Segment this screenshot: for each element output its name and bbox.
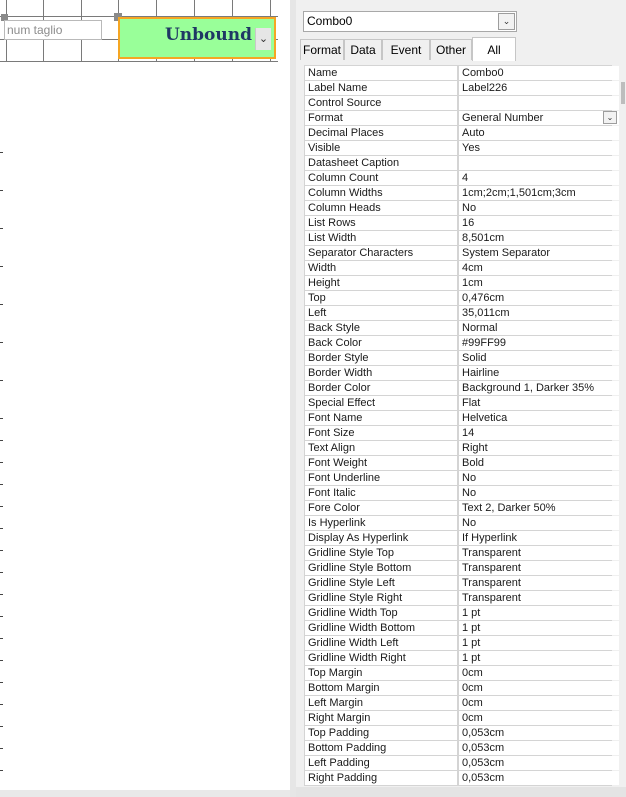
- property-value[interactable]: [459, 561, 619, 575]
- property-row[interactable]: [304, 756, 612, 770]
- property-value-text: Auto: [462, 127, 485, 139]
- horizontal-scrollbar[interactable]: [0, 790, 290, 797]
- property-value-text: 0,476cm: [462, 292, 505, 304]
- property-row[interactable]: [304, 231, 612, 245]
- property-row[interactable]: [304, 636, 612, 650]
- property-value-text: 4cm: [462, 262, 483, 274]
- property-name: Gridline Style Right: [305, 591, 457, 605]
- property-row[interactable]: [304, 246, 612, 260]
- property-name: Column Count: [305, 171, 457, 185]
- property-row[interactable]: [304, 396, 612, 410]
- property-value[interactable]: [459, 321, 619, 335]
- property-name: Right Padding: [305, 771, 457, 785]
- property-value[interactable]: [459, 606, 619, 620]
- form-design-surface[interactable]: [0, 0, 290, 797]
- property-name: Separator Characters: [305, 246, 457, 260]
- property-row[interactable]: [304, 546, 612, 560]
- property-value[interactable]: [459, 651, 619, 665]
- scrollbar-thumb[interactable]: [621, 82, 625, 104]
- property-value[interactable]: [459, 411, 619, 425]
- property-value-text: Transparent: [462, 592, 521, 604]
- property-value-text: 0,053cm: [462, 742, 505, 754]
- property-value[interactable]: [459, 756, 619, 770]
- property-name: Font Underline: [305, 471, 457, 485]
- property-value-text: 16: [462, 217, 475, 229]
- property-name: Top Padding: [305, 726, 457, 740]
- property-value[interactable]: [459, 351, 619, 365]
- property-value[interactable]: [459, 306, 619, 320]
- property-value[interactable]: [459, 381, 619, 395]
- property-value-text: Flat: [462, 397, 481, 409]
- property-name: List Width: [305, 231, 457, 245]
- property-name: Label Name: [305, 81, 457, 95]
- property-name: Right Margin: [305, 711, 457, 725]
- property-row[interactable]: [304, 576, 612, 590]
- property-value-text: General Number: [462, 112, 544, 124]
- property-value-text: Solid: [462, 352, 487, 364]
- property-row[interactable]: [304, 696, 612, 710]
- property-value[interactable]: [459, 261, 619, 275]
- property-row[interactable]: [304, 651, 612, 665]
- property-name: Top Margin: [305, 666, 457, 680]
- property-value-text: 1 pt: [462, 637, 481, 649]
- property-row[interactable]: [304, 261, 612, 275]
- property-value-text: Label226: [462, 82, 508, 94]
- property-value-text: Right: [462, 442, 488, 454]
- property-value[interactable]: [459, 621, 619, 635]
- tab-event[interactable]: Event: [382, 39, 430, 60]
- property-grid: [304, 65, 612, 786]
- property-name: Is Hyperlink: [305, 516, 457, 530]
- property-value[interactable]: [459, 396, 619, 410]
- property-name: Datasheet Caption: [305, 156, 457, 170]
- property-value[interactable]: [459, 336, 619, 350]
- property-value-text: Helvetica: [462, 412, 508, 424]
- property-row[interactable]: [304, 726, 612, 740]
- property-row[interactable]: [304, 561, 612, 575]
- property-value[interactable]: [459, 441, 619, 455]
- property-name: Font Italic: [305, 486, 457, 500]
- property-name: Left Margin: [305, 696, 457, 710]
- property-row[interactable]: [304, 471, 612, 485]
- property-value-text: No: [462, 517, 477, 529]
- property-value[interactable]: [459, 576, 619, 590]
- property-value[interactable]: [459, 156, 619, 170]
- property-value-text: 0,053cm: [462, 757, 505, 769]
- property-value[interactable]: [459, 426, 619, 440]
- property-name: Display As Hyperlink: [305, 531, 457, 545]
- property-value[interactable]: [459, 696, 619, 710]
- property-row[interactable]: [304, 441, 612, 455]
- property-row[interactable]: [304, 741, 612, 755]
- property-value[interactable]: [459, 741, 619, 755]
- property-value[interactable]: [459, 126, 619, 140]
- property-row[interactable]: [304, 351, 612, 365]
- property-name: Border Width: [305, 366, 457, 380]
- property-value[interactable]: [459, 471, 619, 485]
- property-value-text: No: [462, 487, 477, 499]
- property-value-text: Yes: [462, 142, 480, 154]
- property-name: Border Style: [305, 351, 457, 365]
- tab-other[interactable]: Other: [430, 39, 472, 60]
- property-row[interactable]: [304, 96, 612, 110]
- object-selector-value: Combo0: [307, 14, 353, 28]
- property-value-text: 0,053cm: [462, 772, 505, 784]
- property-value[interactable]: [459, 216, 619, 230]
- property-row[interactable]: [304, 591, 612, 605]
- property-name: Left Padding: [305, 756, 457, 770]
- property-row[interactable]: [304, 666, 612, 680]
- property-row[interactable]: [304, 201, 612, 215]
- property-value[interactable]: [459, 171, 619, 185]
- property-row[interactable]: [304, 186, 612, 200]
- property-name: Format: [305, 111, 457, 125]
- vertical-scrollbar[interactable]: [620, 66, 626, 773]
- property-name: Height: [305, 276, 457, 290]
- property-row[interactable]: [304, 771, 612, 785]
- property-row[interactable]: [304, 531, 612, 545]
- property-name: Top: [305, 291, 457, 305]
- property-value-text: 1cm;2cm;1,501cm;3cm: [462, 187, 576, 199]
- tab-data[interactable]: Data: [344, 39, 382, 60]
- property-value[interactable]: [459, 291, 619, 305]
- property-value-text: 1 pt: [462, 652, 481, 664]
- property-value[interactable]: [459, 771, 619, 785]
- property-name: Decimal Places: [305, 126, 457, 140]
- property-row[interactable]: [304, 171, 612, 185]
- property-value-text: Hairline: [462, 367, 500, 379]
- tab-format[interactable]: Format: [300, 39, 344, 60]
- property-value[interactable]: [459, 456, 619, 470]
- combo-control-text: Unbound: [164, 25, 252, 45]
- property-value-text: 35,011cm: [462, 307, 510, 319]
- property-value[interactable]: [459, 486, 619, 500]
- property-name: Gridline Style Bottom: [305, 561, 457, 575]
- property-value-text: 0cm: [462, 712, 483, 724]
- property-value-text: Transparent: [462, 547, 521, 559]
- property-value-text: Bold: [462, 457, 485, 469]
- property-value-text: Transparent: [462, 577, 521, 589]
- property-row[interactable]: [304, 426, 612, 440]
- property-value-text: Combo0: [462, 67, 504, 79]
- property-name: Bottom Margin: [305, 681, 457, 695]
- property-value[interactable]: [459, 96, 619, 110]
- property-name: Gridline Width Bottom: [305, 621, 457, 635]
- property-name: Column Widths: [305, 186, 457, 200]
- property-value[interactable]: [459, 711, 619, 725]
- property-value-text: 4: [462, 172, 469, 184]
- tab-all[interactable]: All: [472, 37, 516, 61]
- property-value[interactable]: [459, 141, 619, 155]
- property-name: Visible: [305, 141, 457, 155]
- property-name: Bottom Padding: [305, 741, 457, 755]
- property-row[interactable]: [304, 411, 612, 425]
- property-row[interactable]: [304, 486, 612, 500]
- object-selector[interactable]: [303, 11, 517, 32]
- property-name: Control Source: [305, 96, 457, 110]
- property-value[interactable]: [459, 81, 619, 95]
- property-value-text: 0cm: [462, 697, 483, 709]
- property-row[interactable]: [304, 291, 612, 305]
- property-name: Gridline Style Left: [305, 576, 457, 590]
- property-value[interactable]: [459, 681, 619, 695]
- property-row[interactable]: [304, 111, 612, 125]
- property-row[interactable]: [304, 366, 612, 380]
- property-value-text: 0cm: [462, 667, 483, 679]
- property-value-text: Transparent: [462, 562, 521, 574]
- property-value-text: If Hyperlink: [462, 532, 518, 544]
- property-row[interactable]: [304, 501, 612, 515]
- property-value-text: 1cm: [462, 277, 483, 289]
- combo-control-selected[interactable]: [118, 17, 276, 59]
- property-row[interactable]: [304, 681, 612, 695]
- property-name: Font Name: [305, 411, 457, 425]
- property-name: Left: [305, 306, 457, 320]
- property-value[interactable]: [459, 66, 619, 80]
- property-name: Fore Color: [305, 501, 457, 515]
- label-control[interactable]: num taglio: [4, 20, 102, 40]
- property-value-text: #99FF99: [462, 337, 507, 349]
- property-name: Column Heads: [305, 201, 457, 215]
- property-sheet: [296, 0, 626, 797]
- property-value[interactable]: [459, 186, 619, 200]
- property-value[interactable]: [459, 531, 619, 545]
- property-value-text: No: [462, 202, 477, 214]
- property-row[interactable]: [304, 126, 612, 140]
- property-value-text: No: [462, 472, 477, 484]
- property-name: Name: [305, 66, 457, 80]
- property-value[interactable]: [459, 636, 619, 650]
- property-name: Back Style: [305, 321, 457, 335]
- property-name: Gridline Width Right: [305, 651, 457, 665]
- property-value-text: Text 2, Darker 50%: [462, 502, 556, 514]
- property-value[interactable]: [459, 726, 619, 740]
- property-name: Width: [305, 261, 457, 275]
- property-row[interactable]: [304, 456, 612, 470]
- property-value[interactable]: [459, 246, 619, 260]
- property-value[interactable]: [459, 501, 619, 515]
- property-value[interactable]: [459, 591, 619, 605]
- property-name: Special Effect: [305, 396, 457, 410]
- property-name: Border Color: [305, 381, 457, 395]
- property-name: Gridline Width Left: [305, 636, 457, 650]
- property-name: Font Size: [305, 426, 457, 440]
- property-name: Gridline Width Top: [305, 606, 457, 620]
- property-row[interactable]: [304, 81, 612, 95]
- property-value[interactable]: [459, 366, 619, 380]
- property-value[interactable]: [459, 666, 619, 680]
- property-row[interactable]: [304, 621, 612, 635]
- property-row[interactable]: [304, 141, 612, 155]
- property-value[interactable]: [459, 111, 619, 125]
- property-value-text: Normal: [462, 322, 498, 334]
- property-row[interactable]: [304, 321, 612, 335]
- property-row[interactable]: [304, 216, 612, 230]
- property-value-text: System Separator: [462, 247, 551, 259]
- property-name: List Rows: [305, 216, 457, 230]
- property-value-text: 0cm: [462, 682, 483, 694]
- property-row[interactable]: [304, 381, 612, 395]
- property-name: Text Align: [305, 441, 457, 455]
- sheet-bottom-edge: [296, 787, 626, 797]
- property-value-text: 1 pt: [462, 622, 481, 634]
- property-value-text: Background 1, Darker 35%: [462, 382, 595, 394]
- property-name: Gridline Style Top: [305, 546, 457, 560]
- property-row[interactable]: [304, 66, 612, 80]
- chevron-down-icon[interactable]: ⌄: [255, 28, 271, 50]
- property-name: Font Weight: [305, 456, 457, 470]
- property-value[interactable]: [459, 516, 619, 530]
- property-value[interactable]: [459, 276, 619, 290]
- chevron-down-icon[interactable]: ⌄: [603, 111, 617, 124]
- property-value[interactable]: [459, 231, 619, 245]
- property-value-text: 14: [462, 427, 475, 439]
- property-value[interactable]: [459, 201, 619, 215]
- property-row[interactable]: [304, 306, 612, 320]
- property-name: Back Color: [305, 336, 457, 350]
- property-row[interactable]: [304, 276, 612, 290]
- property-value[interactable]: [459, 546, 619, 560]
- property-row[interactable]: [304, 711, 612, 725]
- property-value-text: 8,501cm: [462, 232, 505, 244]
- property-value-text: 0,053cm: [462, 727, 505, 739]
- property-row[interactable]: [304, 606, 612, 620]
- property-row[interactable]: [304, 516, 612, 530]
- property-row[interactable]: [304, 336, 612, 350]
- property-value-text: 1 pt: [462, 607, 481, 619]
- property-row[interactable]: [304, 156, 612, 170]
- chevron-down-icon[interactable]: ⌄: [498, 13, 515, 30]
